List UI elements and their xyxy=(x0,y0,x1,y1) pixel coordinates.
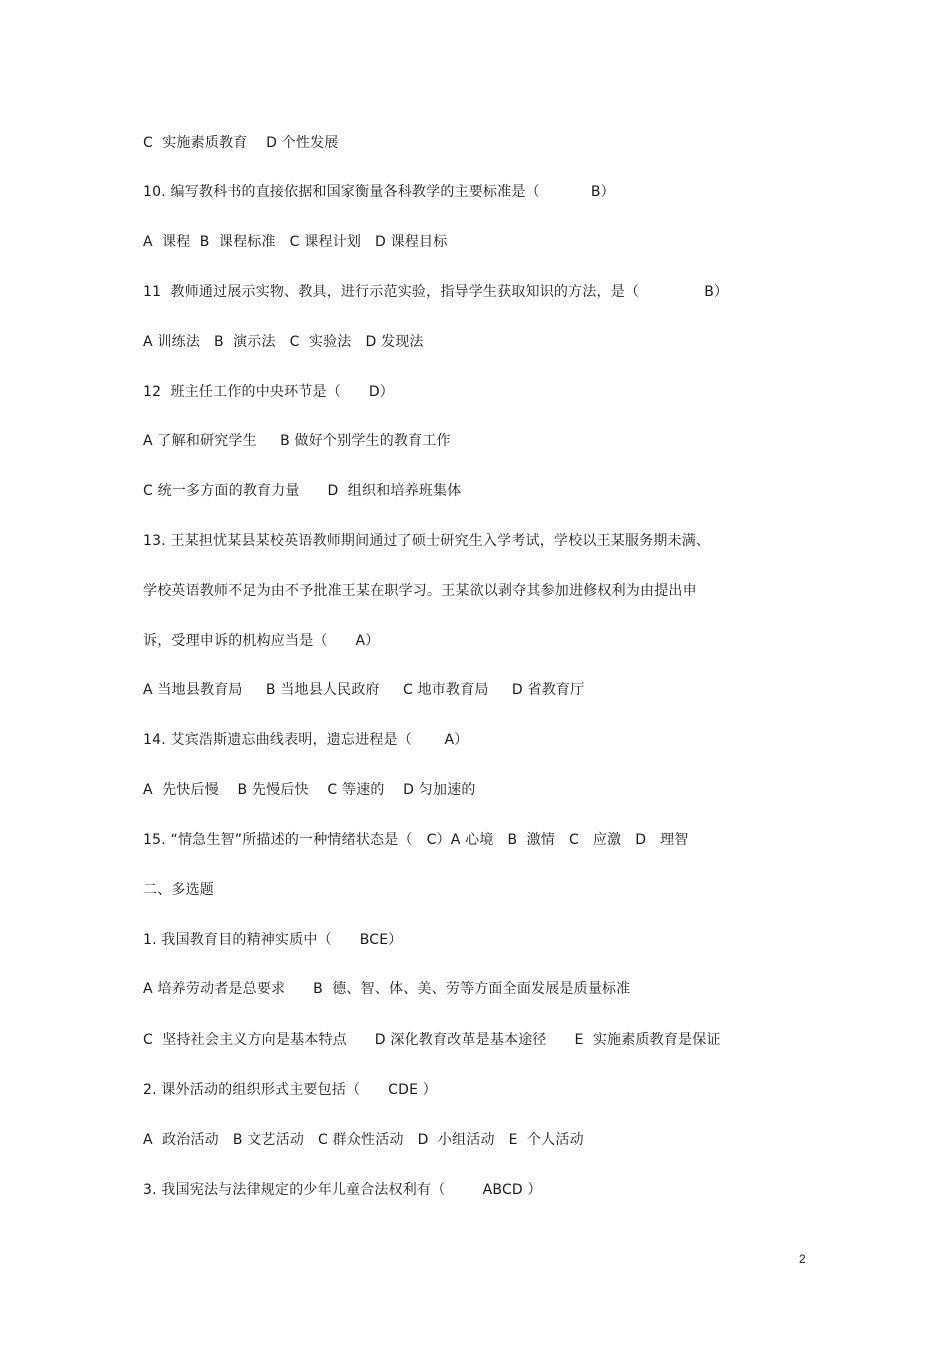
question-12: 12 班主任工作的中央环节是（ D） xyxy=(143,384,394,400)
answer-options-line-13: A 当地县教育局 B 当地县人民政府 C 地市教育局 D 省教育厅 xyxy=(143,682,585,698)
mc-answer-options-line-2: A 政治活动 B 文艺活动 C 群众性活动 D 小组活动 E 个人活动 xyxy=(143,1132,584,1148)
question-13-line-2: 学校英语教师不足为由不予批准王某在职学习。王某欲以剥夺其参加进修权利为由提出申 xyxy=(143,583,697,599)
answer-options-line-14: A 先快后慢 B 先慢后快 C 等速的 D 匀加速的 xyxy=(143,782,476,798)
section-heading-multiple-choice: 二、多选题 xyxy=(143,882,214,898)
mc-answer-options-line-1a: A 培养劳动者是总要求 B 德、智、体、美、劳等方面全面发展是质量标准 xyxy=(143,981,631,997)
answer-options-line-9: C 实施素质教育 D 个性发展 xyxy=(143,135,339,151)
answer-options-line-10: A 课程 B 课程标准 C 课程计划 D 课程目标 xyxy=(143,234,448,250)
question-13-line-3: 诉，受理申诉的机构应当是（ A） xyxy=(143,633,380,649)
question-13-line-1: 13. 王某担忧某县某校英语教师期间通过了硕士研究生入学考试，学校以王某服务期未满、 xyxy=(143,533,711,549)
answer-options-line-11: A 训练法 B 演示法 C 实验法 D 发现法 xyxy=(143,334,424,350)
mc-question-3: 3. 我国宪法与法律规定的少年儿童合法权利有（ ABCD ） xyxy=(143,1182,542,1198)
question-15: 15. “情急生智”所描述的一种情绪状态是（ C）A 心境 B 激情 C 应激 D 理智 xyxy=(143,832,689,848)
page-number: 2 xyxy=(799,1252,806,1266)
mc-question-2: 2. 课外活动的组织形式主要包括（ CDE ） xyxy=(143,1082,437,1098)
question-11: 11 教师通过展示实物、教具，进行示范实验，指导学生获取知识的方法，是（ B） xyxy=(143,284,729,300)
question-10: 10. 编写教科书的直接依据和国家衡量各科教学的主要标准是（ B） xyxy=(143,184,615,200)
mc-question-1: 1. 我国教育目的精神实质中（ BCE） xyxy=(143,932,403,948)
mc-answer-options-line-1b: C 坚持社会主义方向是基本特点 D 深化教育改革是基本途径 E 实施素质教育是保证 xyxy=(143,1032,721,1048)
answer-options-line-12a: A 了解和研究学生 B 做好个别学生的教育工作 xyxy=(143,433,451,449)
question-14: 14. 艾宾浩斯遗忘曲线表明，遗忘进程是（ A） xyxy=(143,732,469,748)
answer-options-line-12b: C 统一多方面的教育力量 D 组织和培养班集体 xyxy=(143,483,462,499)
